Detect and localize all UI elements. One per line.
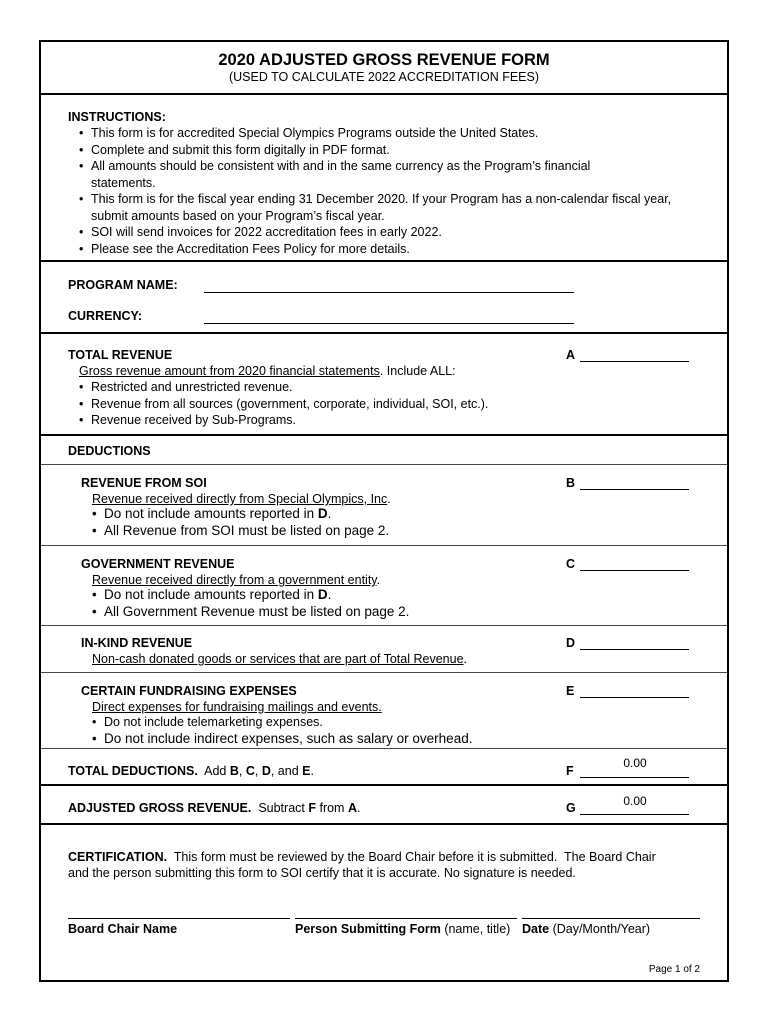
field-b-label: B	[566, 476, 576, 490]
government-revenue-list	[92, 587, 409, 620]
board-chair-field[interactable]	[68, 918, 290, 919]
date-label	[522, 921, 650, 937]
currency-field[interactable]	[204, 323, 574, 324]
inkind-revenue-heading: IN-KIND REVENUE	[81, 636, 193, 650]
field-e-input[interactable]	[580, 697, 689, 698]
submitter-label-note: (name, title)	[440, 922, 511, 936]
submitter-field[interactable]	[295, 918, 517, 919]
adjusted-revenue-label: ADJUSTED GROSS REVENUE.	[68, 801, 252, 815]
fundraising-item: • Do not include indirect expenses, such as salary or overhead.	[92, 731, 472, 748]
sep: .	[310, 764, 314, 778]
total-deductions-section	[41, 749, 727, 786]
fundraising-subtitle: Direct expenses for fundraising mailings and events.	[92, 700, 382, 714]
ref-a: A	[347, 801, 357, 815]
sep: ,	[238, 764, 246, 778]
instruction-item: • This form is for the fiscal year ending 31 December 2020. If your Program has a non-calendar fiscal year, submit amounts based on your Program’s fiscal year.	[79, 191, 701, 224]
adjusted-instr: Subtract	[251, 801, 309, 815]
field-c-label: C	[566, 557, 576, 571]
field-g-label: G	[566, 801, 576, 815]
date-field[interactable]	[522, 918, 700, 919]
total-deductions-text	[68, 763, 314, 779]
form-frame	[39, 40, 729, 982]
sep: ,	[254, 764, 262, 778]
government-item1-text: Do not include amounts reported in	[104, 587, 318, 602]
sep: .	[356, 801, 361, 815]
ref-b: B	[229, 764, 239, 778]
sep: from	[316, 801, 348, 815]
soi-revenue-list	[92, 506, 389, 539]
instruction-item: • All amounts should be consistent with and in the same currency as the Program’s financial statements.	[79, 158, 636, 191]
inkind-subtitle-underlined: Non-cash donated goods or services that are part of Total Revenue	[92, 652, 464, 666]
government-revenue-section	[41, 546, 727, 626]
total-revenue-subtitle	[79, 363, 456, 379]
certification-line1	[68, 849, 656, 865]
soi-item1-text: Do not include amounts reported in	[104, 506, 318, 521]
deductions-heading: DEDUCTIONS	[68, 444, 151, 458]
government-item1-bold: D	[317, 587, 328, 602]
deductions-heading-section	[41, 436, 727, 465]
inkind-revenue-section	[41, 626, 727, 673]
government-item1-end: .	[327, 587, 332, 602]
soi-item1-end: .	[327, 506, 332, 521]
soi-revenue-item: • All Revenue from SOI must be listed on page 2.	[92, 523, 389, 540]
sep: , and	[270, 764, 303, 778]
government-revenue-subtitle	[92, 572, 380, 588]
instructions-list	[79, 125, 679, 257]
field-f-label: F	[566, 764, 574, 778]
adjusted-revenue-text	[68, 800, 360, 816]
total-revenue-item: • Revenue from all sources (government, corporate, individual, SOI, etc.).	[79, 396, 488, 413]
page-number: Page 1 of 2	[648, 964, 700, 975]
submitter-label	[295, 921, 510, 937]
total-revenue-subtitle-rest: . Include ALL:	[379, 364, 456, 378]
field-a-input[interactable]	[580, 361, 689, 362]
ref-e: E	[302, 764, 311, 778]
field-g-line	[580, 814, 689, 815]
certification-section	[41, 825, 727, 982]
soi-revenue-heading: REVENUE FROM SOI	[81, 476, 207, 490]
program-section	[41, 262, 727, 334]
date-label-bold: Date	[522, 922, 550, 936]
form-title: 2020 ADJUSTED GROSS REVENUE FORM	[218, 51, 550, 69]
government-subtitle-rest: .	[376, 573, 381, 587]
program-name-label: PROGRAM NAME:	[68, 278, 178, 292]
government-subtitle-underlined: Revenue received directly from a government entity	[92, 573, 377, 587]
total-revenue-item: • Restricted and unrestricted revenue.	[79, 379, 488, 396]
soi-revenue-section	[41, 465, 727, 546]
field-d-input[interactable]	[580, 649, 689, 650]
total-deductions-label: TOTAL DEDUCTIONS.	[68, 764, 198, 778]
fundraising-section	[41, 673, 727, 749]
total-revenue-item: • Revenue received by Sub-Programs.	[79, 412, 488, 429]
soi-revenue-subtitle	[92, 491, 391, 507]
certification-line2: and the person submitting this form to SOI certify that it is accurate. No signature is needed.	[68, 866, 576, 880]
field-f-value[interactable]: 0.00	[623, 756, 647, 770]
field-c-input[interactable]	[580, 570, 689, 571]
certification-text: This form must be reviewed by the Board Chair before it is submitted. The Board Chair	[167, 850, 656, 864]
certification-label: CERTIFICATION.	[68, 850, 168, 864]
fundraising-heading: CERTAIN FUNDRAISING EXPENSES	[81, 684, 297, 698]
field-a-label: A	[566, 348, 576, 362]
instructions-heading: INSTRUCTIONS:	[68, 110, 166, 124]
inkind-subtitle-rest: .	[463, 652, 468, 666]
submitter-label-bold: Person Submitting Form	[295, 922, 441, 936]
ref-c: C	[245, 764, 255, 778]
soi-item1-bold: D	[317, 506, 328, 521]
board-chair-label: Board Chair Name	[68, 922, 178, 936]
total-revenue-heading: TOTAL REVENUE	[68, 348, 173, 362]
total-revenue-subtitle-underlined: Gross revenue amount from 2020 financial statements	[79, 364, 380, 378]
adjusted-revenue-section	[41, 786, 727, 825]
form-subtitle: (USED TO CALCULATE 2022 ACCREDITATION FEES)	[228, 70, 540, 84]
government-revenue-item	[92, 587, 409, 604]
government-revenue-heading: GOVERNMENT REVENUE	[81, 557, 235, 571]
government-revenue-item: • All Government Revenue must be listed on page 2.	[92, 604, 409, 621]
instruction-item: • SOI will send invoices for 2022 accreditation fees in early 2022.	[79, 224, 679, 241]
form-header	[41, 42, 727, 95]
currency-label: CURRENCY:	[68, 309, 143, 323]
field-d-label: D	[566, 636, 576, 650]
field-f-line	[580, 777, 689, 778]
field-g-value[interactable]: 0.00	[623, 794, 647, 808]
field-b-input[interactable]	[580, 489, 689, 490]
soi-subtitle-rest: .	[387, 492, 391, 506]
fundraising-item: • Do not include telemarketing expenses.	[92, 714, 472, 731]
field-e-label: E	[566, 684, 575, 698]
ref-f: F	[308, 801, 316, 815]
date-label-note: (Day/Month/Year)	[549, 922, 651, 936]
instruction-item: • This form is for accredited Special Olympics Programs outside the United States.	[79, 125, 679, 142]
total-revenue-list	[79, 379, 488, 429]
soi-subtitle-underlined: Revenue received directly from Special Olympics, Inc	[92, 492, 388, 506]
ref-d: D	[261, 764, 271, 778]
inkind-revenue-subtitle	[92, 651, 467, 667]
instruction-item: • Please see the Accreditation Fees Policy for more details.	[79, 241, 679, 258]
instruction-item: • Complete and submit this form digitally in PDF format.	[79, 142, 679, 159]
soi-revenue-item	[92, 506, 389, 523]
program-name-field[interactable]	[204, 292, 574, 293]
fundraising-list	[92, 714, 472, 747]
instructions-section	[41, 95, 727, 262]
total-deductions-instr: Add	[197, 764, 230, 778]
total-revenue-section	[41, 334, 727, 436]
